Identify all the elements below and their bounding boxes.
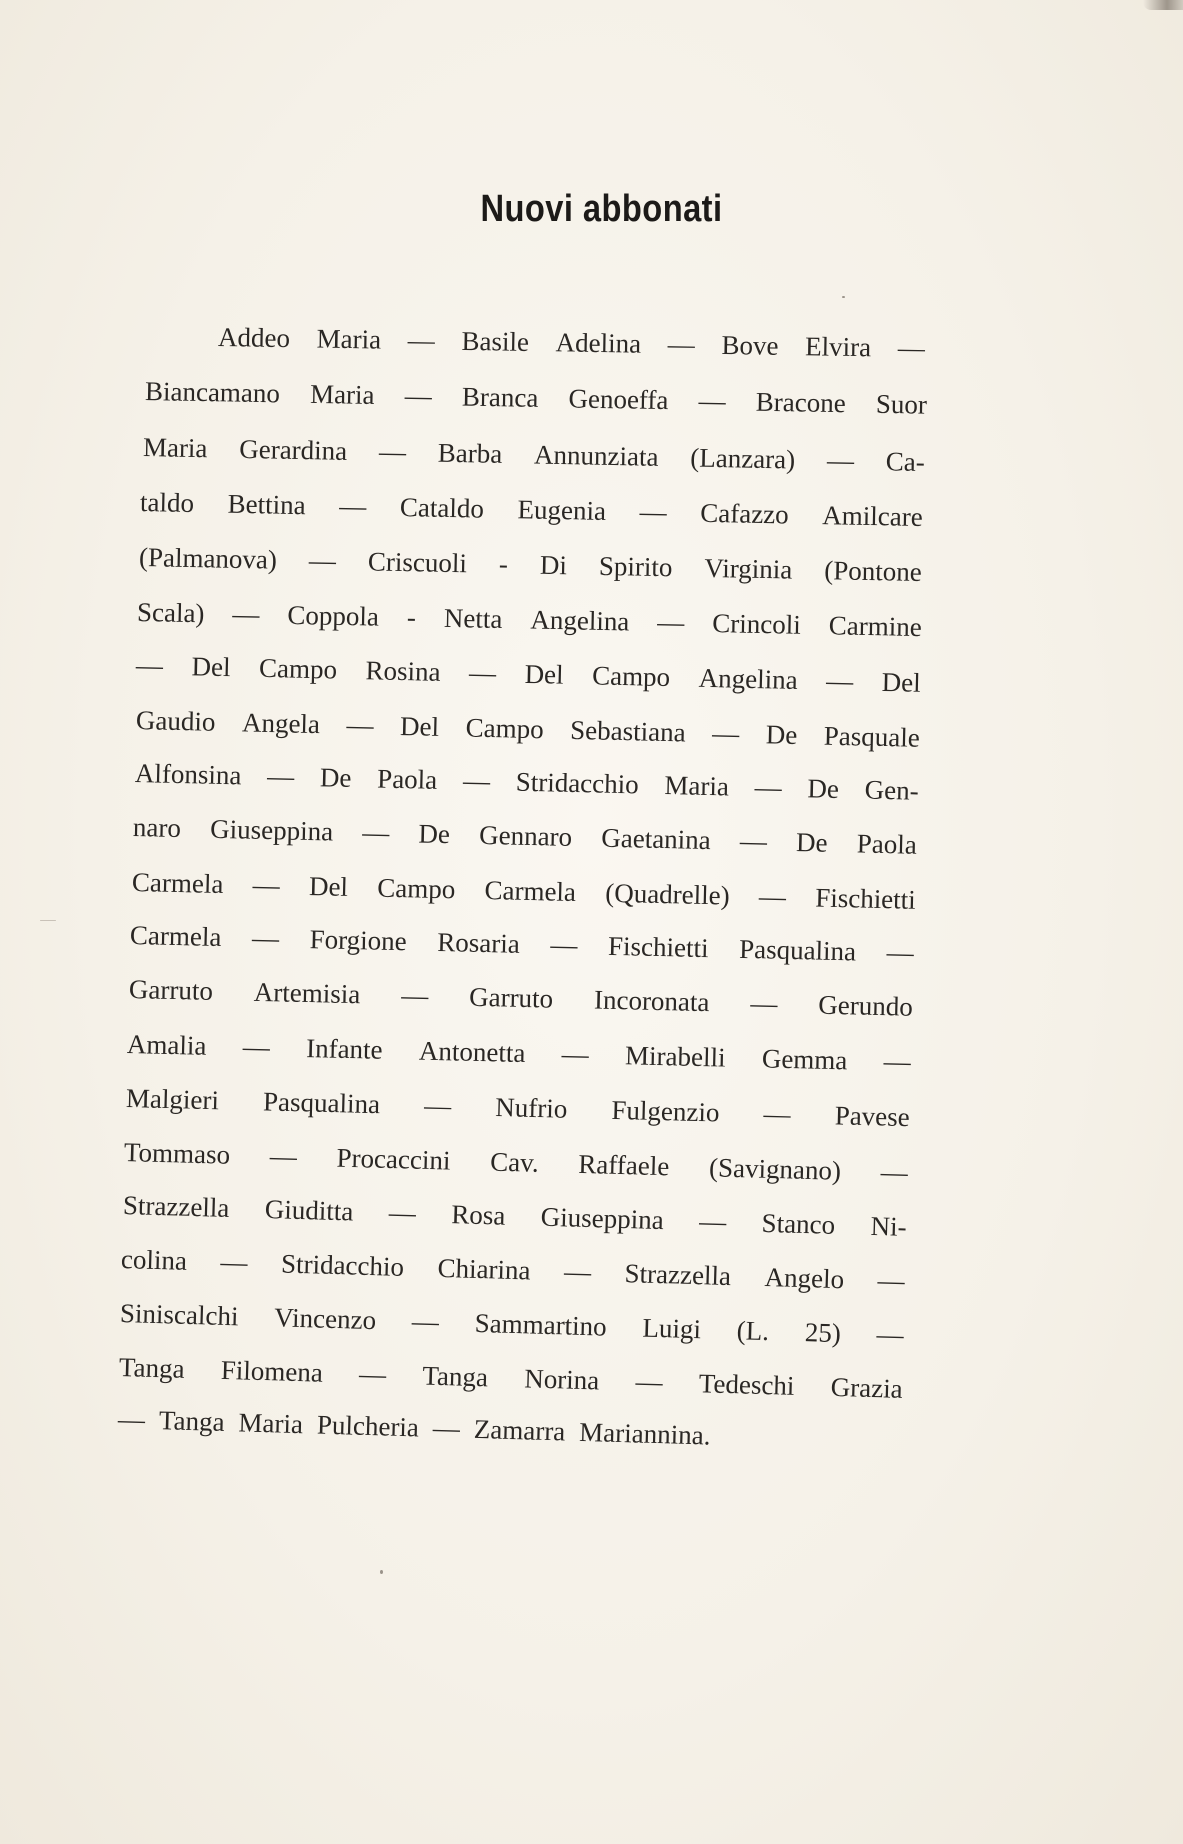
text-line: Tanga Filomena — Tanga Norina — Tedeschi Grazia [118,1352,904,1404]
text-line: Siniscalchi Vincenzo — Sammartino Luigi (L. 25) — [119,1298,905,1350]
text-line: Garruto Artemisia — Garruto Incoronata — Gerundo [128,974,914,1022]
text-line: Biancamano Maria — Branca Genoeffa — Bracone Suor [144,376,928,420]
text-line: Gaudio Angela — Del Campo Sebastiana — De Pasquale [135,705,921,753]
text-line: colina — Stridacchio Chiarina — Strazzella Angelo — [120,1244,906,1296]
text-line: Carmela — Forgione Rosaria — Fischietti Pasqualina — [129,920,915,968]
text-line: naro Giuseppina — De Gennaro Gaetanina — De Paola [132,812,918,860]
text-line: Tommaso — Procaccini Cav. Raffaele (Savignano) — [123,1137,909,1188]
text-line: Carmela — Del Campo Carmela (Quadrelle) — Fischietti [131,867,917,915]
ink-speck [842,296,845,298]
text-line: Malgieri Pasqualina — Nufrio Fulgenzio — Pavese [125,1083,911,1133]
text-line: — Del Campo Rosina — Del Campo Angelina — Del [135,650,922,698]
ink-speck [40,920,56,921]
text-line: — Tanga Maria Pulcheria — Zamarra Mariannina. [117,1404,711,1451]
text-line: Alfonsina — De Paola — Stridacchio Maria — De Gen- [134,758,920,806]
text-line: (Palmanova) — Criscuoli - Di Spirito Virginia (Pontone [138,542,923,588]
text-line: Scala) — Coppola - Netta Angelina — Crincoli Carmine [136,597,923,643]
text-line: Amalia — Infante Antonetta — Mirabelli Gemma — [126,1029,912,1077]
ink-speck [380,1570,383,1574]
page-title: Nuovi abbonati [480,188,723,230]
text-line: Addeo Maria — Basile Adelina — Bove Elvira — [217,322,926,364]
text-line: Maria Gerardina — Barba Annunziata (Lanzara) — Ca- [142,432,926,478]
text-line: Strazzella Giuditta — Rosa Giuseppina — Stanco Ni- [122,1190,908,1242]
text-line: taldo Bettina — Cataldo Eugenia — Cafazzo Amilcare [139,487,924,533]
